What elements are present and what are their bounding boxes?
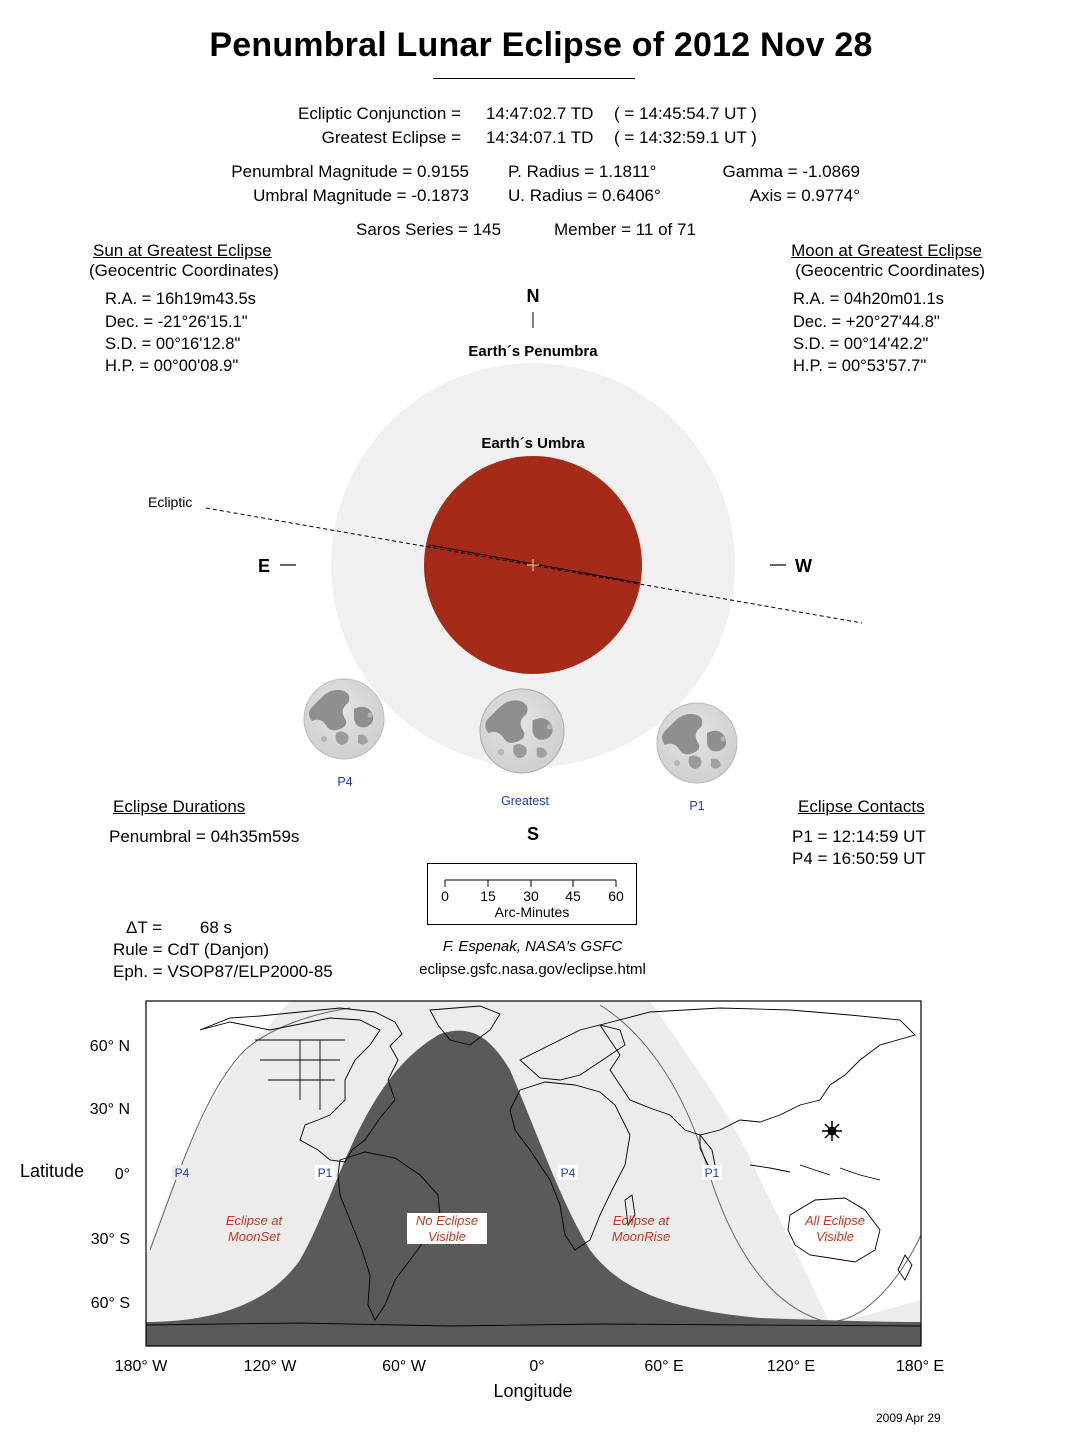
lat-tick-60s: 60° S xyxy=(90,1295,130,1312)
penumbral-duration: Penumbral = 04h35m59s xyxy=(109,827,300,846)
map-p4-west-label: P4 xyxy=(174,1166,190,1180)
moon-greatest-label: Greatest xyxy=(501,794,549,808)
contacts-heading: Eclipse Contacts xyxy=(798,797,925,816)
gamma-value: Gamma = -1.0869 xyxy=(722,162,860,181)
moon-subheading: (Geocentric Coordinates) xyxy=(795,261,985,280)
sun-position-icon xyxy=(822,1121,842,1141)
contact-p1: P1 = 12:14:59 UT xyxy=(792,827,926,846)
sun-hp: H.P. = 00°00'08.9" xyxy=(105,357,239,375)
moon-ra: R.A. = 04h20m01.1s xyxy=(793,290,944,308)
moon-sd: S.D. = 00°14'42.2" xyxy=(793,335,929,353)
lon-tick-0: 0° xyxy=(529,1358,545,1375)
moon-p4-image xyxy=(304,679,384,759)
credit-url: eclipse.gsfc.nasa.gov/eclipse.html xyxy=(419,961,646,978)
moon-p4-label: P4 xyxy=(337,775,353,789)
region-no-eclipse-line2: Visible xyxy=(427,1229,467,1244)
saros-series: Saros Series = 145 xyxy=(356,220,502,239)
rule-text: Rule = CdT (Danjon) xyxy=(113,940,270,959)
region-moonrise-line1: Eclipse at xyxy=(612,1213,670,1228)
durations-heading: Eclipse Durations xyxy=(113,797,246,816)
lon-tick-120w: 120° W xyxy=(243,1358,297,1375)
lon-tick-60w: 60° W xyxy=(382,1358,426,1375)
south-label: S xyxy=(526,824,540,840)
title-rule xyxy=(433,78,635,79)
sun-heading: Sun at Greatest Eclipse xyxy=(93,241,272,260)
lat-tick-0: 0° xyxy=(114,1166,130,1183)
greatest-eclipse-label: Greatest Eclipse = xyxy=(321,128,461,147)
sun-subheading: (Geocentric Coordinates) xyxy=(89,261,279,280)
map-p4-east-label: P4 xyxy=(560,1166,576,1180)
scale-tick-45: 45 xyxy=(565,888,581,904)
region-all-visible-line2: Visible xyxy=(815,1229,855,1244)
map-p1-east-label: P1 xyxy=(704,1166,720,1180)
footer-date: 2009 Apr 29 xyxy=(876,1411,941,1425)
lat-tick-30s: 30° S xyxy=(90,1231,130,1248)
region-moonset-line2: MoonSet xyxy=(227,1229,281,1244)
scale-tick-15: 15 xyxy=(480,888,496,904)
moon-hp: H.P. = 00°53'57.7" xyxy=(793,357,927,375)
delta-t: ΔT = 68 s xyxy=(126,918,233,937)
conjunction-label: Ecliptic Conjunction = xyxy=(297,104,461,123)
north-label: N xyxy=(526,286,540,306)
conjunction-td: 14:47:02.7 TD xyxy=(486,104,594,123)
lat-tick-30n: 30° N xyxy=(89,1101,130,1118)
region-all-visible-line1: All Eclipse xyxy=(805,1213,865,1228)
scale-tick-0: 0 xyxy=(441,888,449,904)
penumbral-magnitude: Penumbral Magnitude = 0.9155 xyxy=(231,162,469,181)
ecliptic-label: Ecliptic xyxy=(148,494,193,510)
page-title: Penumbral Lunar Eclipse of 2012 Nov 28 xyxy=(209,26,873,64)
scale-bar xyxy=(427,863,637,925)
penumbra-label: Earth´s Penumbra xyxy=(468,343,598,360)
scale-label: Arc-Minutes xyxy=(494,904,570,920)
lon-tick-180w: 180° W xyxy=(114,1358,168,1375)
penumbra-radius: P. Radius = 1.1811° xyxy=(508,162,657,181)
umbra-radius: U. Radius = 0.6406° xyxy=(508,186,661,205)
scale-tick-30: 30 xyxy=(523,888,539,904)
credit-text: F. Espenak, NASA's GSFC xyxy=(442,938,623,955)
contact-p4: P4 = 16:50:59 UT xyxy=(792,849,926,868)
ephemeris-text: Eph. = VSOP87/ELP2000-85 xyxy=(113,962,333,981)
umbra-label: Earth´s Umbra xyxy=(481,435,585,452)
moon-greatest-image xyxy=(480,689,564,773)
latitude-axis-title: Latitude xyxy=(19,1161,85,1181)
lon-tick-120e: 120° E xyxy=(766,1358,816,1375)
conjunction-ut: ( = 14:45:54.7 UT ) xyxy=(614,104,757,123)
lon-tick-60e: 60° E xyxy=(644,1358,684,1375)
saros-member: Member = 11 of 71 xyxy=(554,220,696,239)
sun-dec: Dec. = -21°26'15.1" xyxy=(105,313,248,331)
umbral-magnitude: Umbral Magnitude = -0.1873 xyxy=(253,186,469,205)
scale-tick-60: 60 xyxy=(608,888,624,904)
longitude-axis-title: Longitude xyxy=(493,1381,573,1401)
axis-value: Axis = 0.9774° xyxy=(749,186,860,205)
eclipse-geometry-diagram xyxy=(0,280,1082,840)
sun-sd: S.D. = 00°16'12.8" xyxy=(105,335,241,353)
moon-p1-image xyxy=(657,703,737,783)
sun-ra: R.A. = 16h19m43.5s xyxy=(105,290,256,308)
lat-tick-60n: 60° N xyxy=(89,1038,130,1055)
region-moonset-line1: Eclipse at xyxy=(225,1213,283,1228)
map-p1-west-label: P1 xyxy=(317,1166,333,1180)
greatest-eclipse-ut: ( = 14:32:59.1 UT ) xyxy=(614,128,757,147)
moon-heading: Moon at Greatest Eclipse xyxy=(791,241,982,260)
west-label: W xyxy=(795,556,812,576)
region-moonrise-line2: MoonRise xyxy=(611,1229,671,1244)
east-label: E xyxy=(258,556,271,576)
moon-dec: Dec. = +20°27'44.8" xyxy=(793,313,940,331)
greatest-eclipse-td: 14:34:07.1 TD xyxy=(486,128,594,147)
region-no-eclipse-line1: No Eclipse xyxy=(415,1213,479,1228)
moon-p1-label: P1 xyxy=(689,799,705,813)
lon-tick-180e: 180° E xyxy=(895,1358,945,1375)
world-visibility-map xyxy=(0,990,1082,1410)
